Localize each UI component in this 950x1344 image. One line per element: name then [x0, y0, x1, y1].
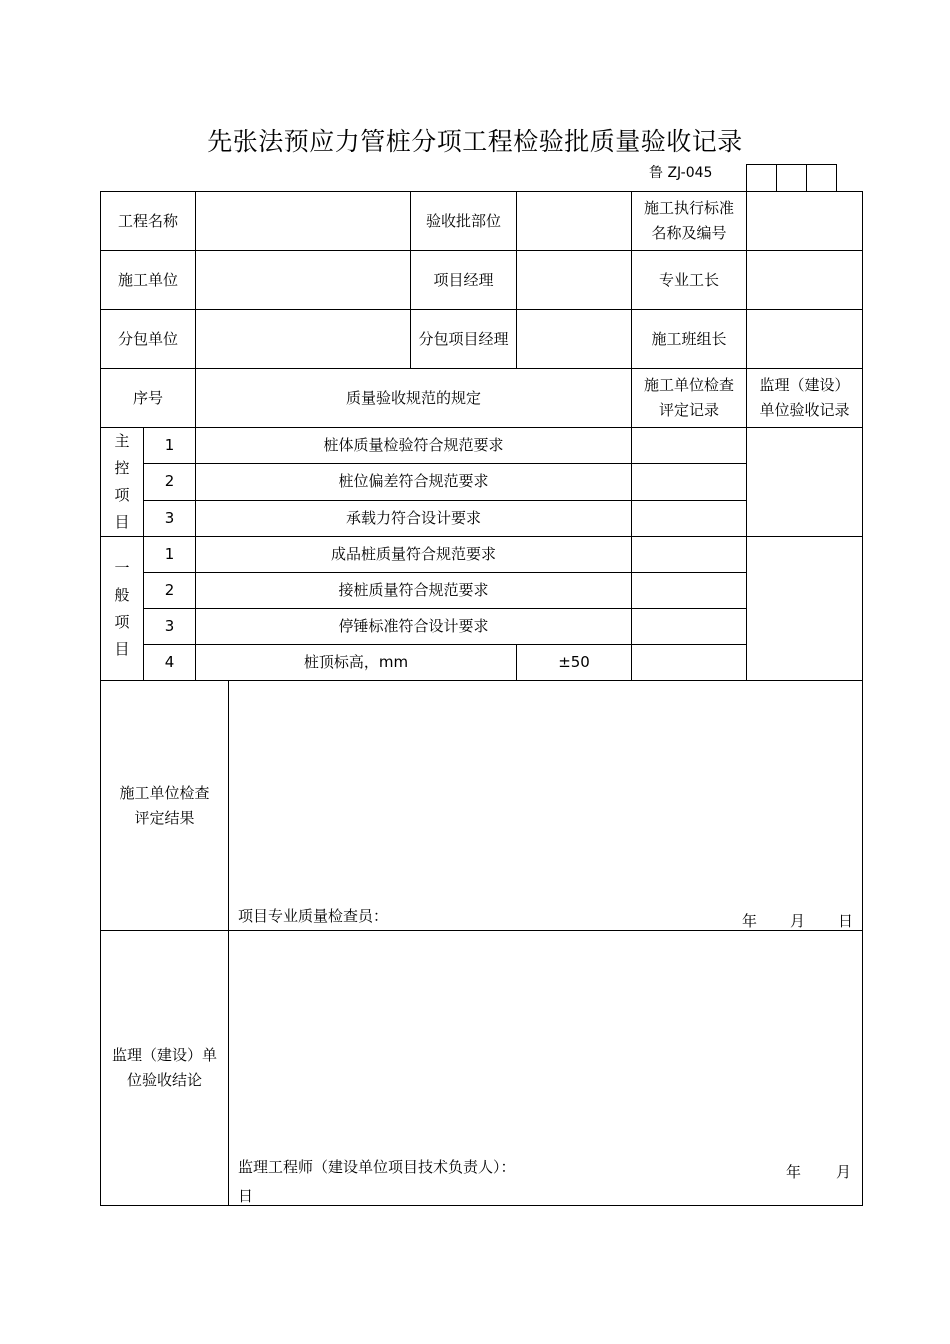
- supervise-header-line2: 单位验收记录: [759, 401, 850, 419]
- document-code: 鲁 ZJ-045: [649, 165, 713, 181]
- item-number: 4: [144, 645, 196, 681]
- supervision-result-label-line2: 位验收结论: [127, 1071, 203, 1089]
- item-spec: 停锤标准符合设计要求: [196, 609, 632, 645]
- supervision-result-label: [101, 931, 229, 1206]
- spec-header: 质量验收规范的规定: [196, 369, 632, 428]
- sub-unit-label: 分包单位: [101, 310, 196, 369]
- standard-field[interactable]: [747, 192, 863, 251]
- supervise-header-line1: 监理（建设）: [759, 376, 850, 394]
- standard-label: [632, 192, 747, 251]
- check-record-cell[interactable]: [632, 464, 747, 500]
- label-char: 控: [114, 459, 130, 477]
- check-header-line2: 评定记录: [659, 401, 720, 419]
- item-spec: 接桩质量符合规范要求: [196, 573, 632, 609]
- label-char: 一: [114, 558, 130, 577]
- label-char: 主: [114, 432, 130, 450]
- item-spec: 桩顶标高，mm: [196, 645, 517, 681]
- sub-manager-label: 分包项目经理: [411, 310, 517, 369]
- sub-unit-field[interactable]: [196, 310, 411, 369]
- supervise-record-cell[interactable]: [747, 428, 863, 537]
- supervision-result-label-line1: 监理（建设）单: [112, 1046, 218, 1064]
- item-number: 1: [144, 428, 196, 464]
- general-label: [101, 537, 144, 681]
- supervision-result-field[interactable]: [229, 931, 863, 1206]
- check-header: [632, 369, 747, 428]
- foreman-field[interactable]: [747, 251, 863, 310]
- supervising-engineer-signature: 监理工程师（建设单位项目技术负责人）：: [238, 1158, 516, 1176]
- standard-label-line1: 施工执行标准: [644, 199, 735, 217]
- project-manager-field[interactable]: [517, 251, 632, 310]
- supervise-header: [747, 369, 863, 428]
- item-spec: 桩体质量检验符合规范要求: [196, 428, 632, 464]
- date-year: 年: [786, 1163, 802, 1181]
- construction-result-label-line1: 施工单位检查: [119, 783, 210, 802]
- label-char: 目: [114, 513, 130, 531]
- supervise-record-cell[interactable]: [747, 537, 863, 681]
- code-box[interactable]: [807, 165, 837, 192]
- project-name-label: 工程名称: [101, 192, 196, 251]
- inspection-form: [100, 191, 863, 1206]
- page-title: 先张法预应力管桩分项工程检验批质量验收记录: [207, 127, 743, 156]
- foreman-label: 专业工长: [632, 251, 747, 310]
- construction-result-field[interactable]: [229, 681, 863, 931]
- date-year: 年: [742, 912, 758, 930]
- date-month: 月: [836, 1163, 852, 1181]
- item-spec: 承载力符合设计要求: [196, 500, 632, 536]
- team-leader-field[interactable]: [747, 310, 863, 369]
- construction-result-label-line2: 评定结果: [134, 808, 195, 827]
- item-number: 2: [144, 573, 196, 609]
- check-record-cell[interactable]: [632, 428, 747, 464]
- check-record-cell[interactable]: [632, 645, 747, 681]
- batch-location-field[interactable]: [517, 192, 632, 251]
- construction-unit-label: 施工单位: [101, 251, 196, 310]
- main-control-label: [101, 428, 144, 537]
- check-header-line1: 施工单位检查: [644, 376, 735, 394]
- label-char: 项: [114, 486, 130, 504]
- label-char: 目: [114, 639, 130, 658]
- check-record-cell[interactable]: [632, 609, 747, 645]
- batch-location-label: 验收批部位: [411, 192, 517, 251]
- project-name-field[interactable]: [196, 192, 411, 251]
- tolerance-value: ±50: [517, 645, 632, 681]
- quality-inspector-signature: 项目专业质量检查员：: [238, 907, 389, 925]
- seq-header: 序号: [101, 369, 196, 428]
- check-record-cell[interactable]: [632, 500, 747, 536]
- code-boxes: [746, 164, 837, 192]
- date-day: 日: [238, 1187, 254, 1205]
- construction-result-label: [101, 681, 229, 931]
- item-spec: 成品桩质量符合规范要求: [196, 537, 632, 573]
- date-day: 日: [838, 912, 854, 930]
- item-spec: 桩位偏差符合规范要求: [196, 464, 632, 500]
- item-number: 3: [144, 609, 196, 645]
- standard-label-line2: 名称及编号: [651, 224, 727, 242]
- item-number: 2: [144, 464, 196, 500]
- date-month: 月: [790, 912, 806, 930]
- code-box[interactable]: [747, 165, 777, 192]
- team-leader-label: 施工班组长: [632, 310, 747, 369]
- project-manager-label: 项目经理: [411, 251, 517, 310]
- sub-manager-field[interactable]: [517, 310, 632, 369]
- label-char: 般: [114, 585, 130, 604]
- check-record-cell[interactable]: [632, 537, 747, 573]
- label-char: 项: [114, 612, 130, 631]
- code-box[interactable]: [777, 165, 807, 192]
- item-number: 1: [144, 537, 196, 573]
- item-number: 3: [144, 500, 196, 536]
- construction-unit-field[interactable]: [196, 251, 411, 310]
- check-record-cell[interactable]: [632, 573, 747, 609]
